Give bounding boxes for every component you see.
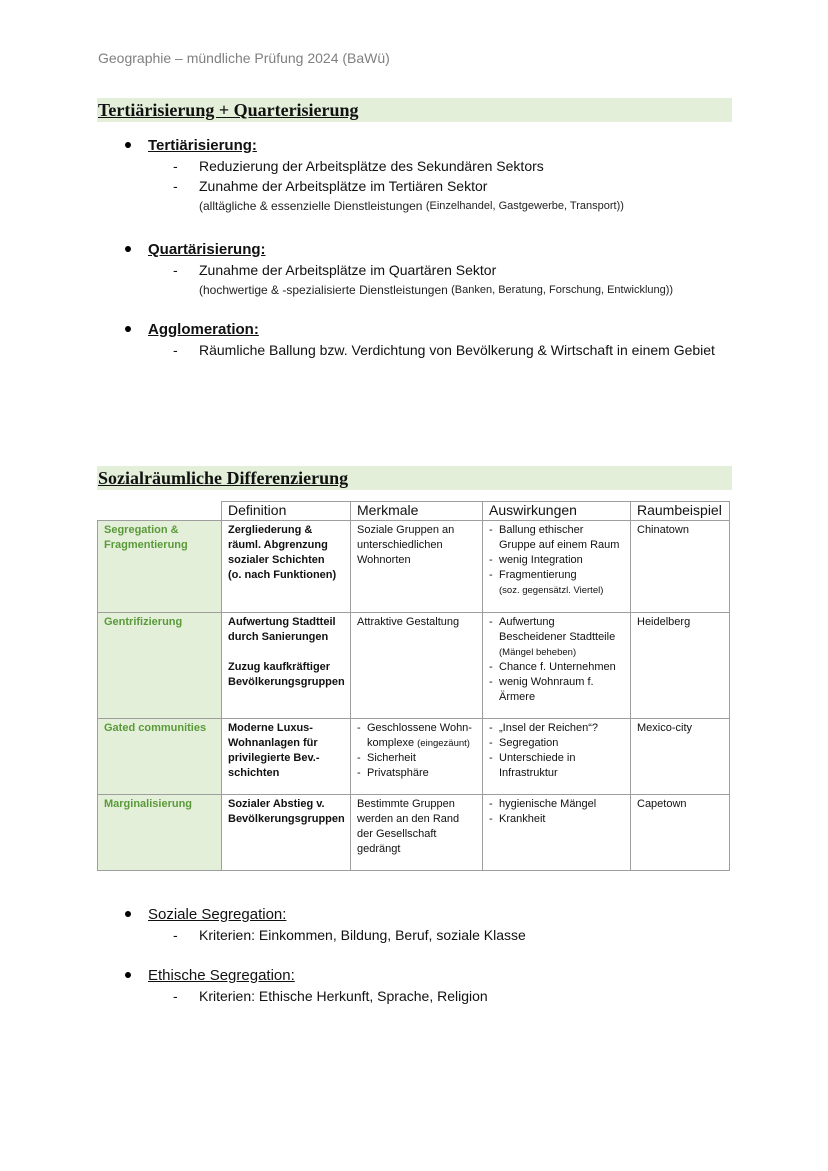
- bullet-dot: [125, 972, 131, 978]
- auswirkungen-cell: - Ballung ethischer Gruppe auf einem Raum - wenig Integration - Fragmentierung (soz. gegensätzl. Viertel): [483, 521, 631, 613]
- table-row: [98, 719, 730, 795]
- note-text: (hochwertige & -spezialisierte Dienstleistungen (Banken, Beratung, Forschung, Entwicklung)): [199, 283, 674, 297]
- merkmale-cell: - Geschlossene Wohn- komplexe (eingezäunt) - Sicherheit - Privatsphäre: [351, 719, 483, 795]
- definition-cell: Sozialer Abstieg v. Bevölkerungsgruppen: [222, 795, 351, 871]
- col-header: Merkmale: [351, 502, 483, 521]
- auswirkungen-cell: - „Insel der Reichen“? - Segregation - Unterschiede in Infrastruktur: [483, 719, 631, 795]
- page-header: Geographie – mündliche Prüfung 2024 (BaWü): [98, 50, 390, 66]
- row-header: Gentrifizierung: [98, 613, 222, 719]
- table-corner: [98, 502, 222, 521]
- term-label: Tertiärisierung:: [148, 136, 257, 154]
- table-row: [98, 521, 730, 613]
- point-text: Räumliche Ballung bzw. Verdichtung von Bevölkerung & Wirtschaft in einem Gebiet: [199, 342, 715, 358]
- bullet-dot: [125, 246, 131, 252]
- row-header: Gated communities: [98, 719, 222, 795]
- table-row: [98, 795, 730, 871]
- row-header: Marginalisierung: [98, 795, 222, 871]
- bullet-soziale-segregation: Soziale Segregation: - Kriterien: Einkommen, Bildung, Beruf, soziale Klasse: [122, 903, 526, 945]
- term-label: Quartärisierung:: [148, 240, 266, 258]
- beispiel-cell: Chinatown: [631, 521, 730, 613]
- point-text: Zunahme der Arbeitsplätze im Quartären Sektor: [199, 262, 497, 278]
- bullet-ethische-segregation: Ethische Segregation: - Kriterien: Ethische Herkunft, Sprache, Religion: [122, 964, 488, 1006]
- point-text: Kriterien: Einkommen, Bildung, Beruf, soziale Klasse: [199, 927, 526, 943]
- row-header: Segregation & Fragmentierung: [98, 521, 222, 613]
- section-title-tertiarisierung: Tertiärisierung + Quarterisierung: [97, 98, 732, 122]
- point-text: Zunahme der Arbeitsplätze im Tertiären Sektor: [199, 178, 488, 194]
- definition-cell: Aufwertung Stadtteil durch Sanierungen Zuzug kaufkräftiger Bevölkerungsgruppen: [222, 613, 351, 719]
- term-label: Agglomeration:: [148, 320, 259, 338]
- col-header: Auswirkungen: [483, 502, 631, 521]
- term-label: Ethische Segregation:: [148, 966, 295, 984]
- auswirkungen-cell: - Aufwertung Bescheidener Stadtteile (Mängel beheben) - Chance f. Unternehmen - wenig Wohnraum f. Ärmere: [483, 613, 631, 719]
- beispiel-cell: Capetown: [631, 795, 730, 871]
- beispiel-cell: Mexico-city: [631, 719, 730, 795]
- table-header-row: [98, 502, 730, 521]
- point-text: Kriterien: Ethische Herkunft, Sprache, Religion: [199, 988, 488, 1004]
- section-title-sozialraum: Sozialräumliche Differenzierung: [97, 466, 732, 490]
- table-row: [98, 613, 730, 719]
- bullet-dot: [125, 911, 131, 917]
- merkmale-cell: Attraktive Gestaltung: [351, 613, 483, 719]
- bullet-quartarisierung: Quartärisierung: - Zunahme der Arbeitsplätze im Quartären Sektor (hochwertige & -spezialisierte Dienstleistungen (Banken, Beratung, Forschung, Entwicklung)): [122, 238, 673, 300]
- merkmale-cell: Bestimmte Gruppen werden an den Rand der Gesellschaft gedrängt: [351, 795, 483, 871]
- definition-cell: Zergliederung & räuml. Abgrenzung sozialer Schichten (o. nach Funktionen): [222, 521, 351, 613]
- beispiel-cell: Heidelberg: [631, 613, 730, 719]
- differenzierung-table: [97, 501, 730, 871]
- merkmale-cell: Soziale Gruppen an unterschiedlichen Wohnorten: [351, 521, 483, 613]
- bullet-agglomeration: Agglomeration: - Räumliche Ballung bzw. Verdichtung von Bevölkerung & Wirtschaft in einem Gebiet: [122, 318, 715, 360]
- auswirkungen-cell: - hygienische Mängel - Krankheit: [483, 795, 631, 871]
- bullet-dot: [125, 142, 131, 148]
- bullet-tertiarisierung: Tertiärisierung: - Reduzierung der Arbeitsplätze des Sekundären Sektors - Zunahme der Arbeitsplätze im Tertiären Sektor (alltägliche & essenzielle Dienstleistungen (Einzelhandel, Gastgewerbe, Transport)): [122, 134, 624, 216]
- bullet-dot: [125, 326, 131, 332]
- note-text: (alltägliche & essenzielle Dienstleistungen (Einzelhandel, Gastgewerbe, Transport)): [199, 199, 624, 213]
- col-header: Definition: [222, 502, 351, 521]
- term-label: Soziale Segregation:: [148, 905, 287, 923]
- point-text: Reduzierung der Arbeitsplätze des Sekundären Sektors: [199, 158, 544, 174]
- definition-cell: Moderne Luxus- Wohnanlagen für privilegierte Bev.- schichten: [222, 719, 351, 795]
- col-header: Raumbeispiel: [631, 502, 730, 521]
